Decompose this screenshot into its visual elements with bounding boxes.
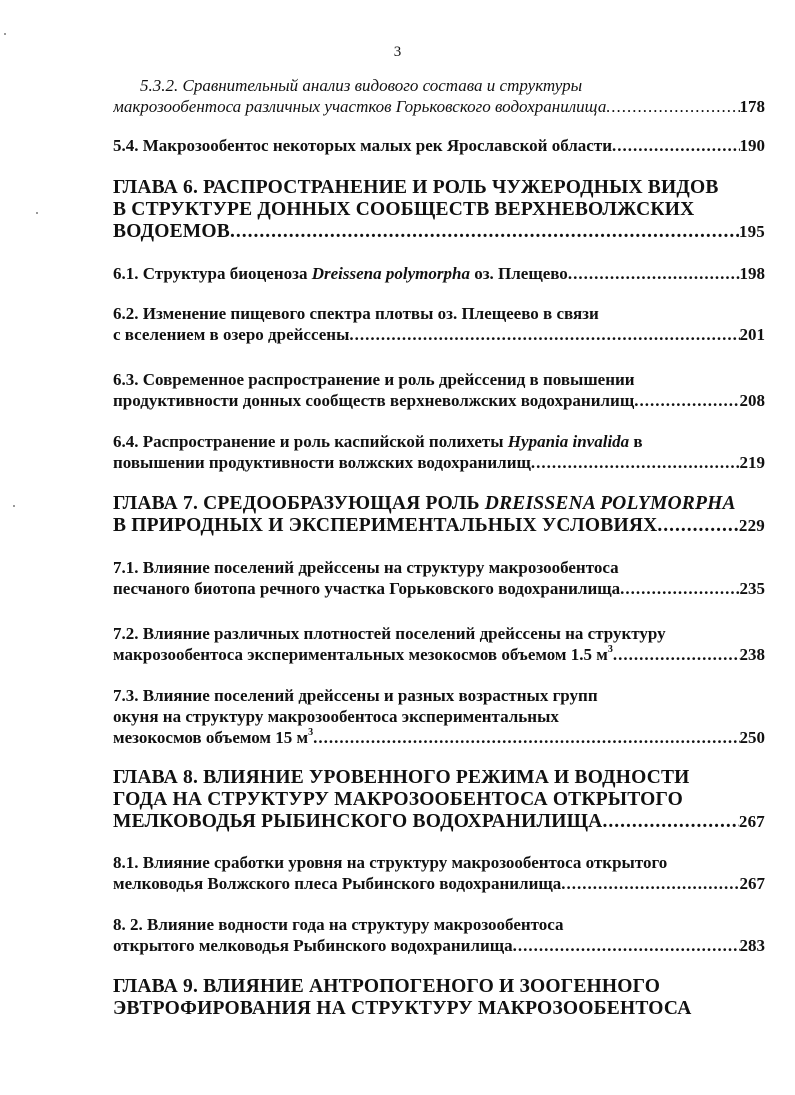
leader-dots: [568, 264, 740, 284]
toc-page-number: 267: [738, 812, 765, 831]
toc-entry-8-1-line2: мелководья Волжского плеса Рыбинского водохранилища: [113, 874, 562, 893]
toc-entry-6-1-post: оз. Плещево: [469, 264, 568, 283]
toc-page-number: 235: [739, 579, 765, 598]
toc-page-number: 201: [739, 325, 765, 344]
toc-entry-8-1[interactable]: [113, 874, 765, 894]
toc-entry-6-1[interactable]: [113, 264, 765, 284]
toc-entry-7-3-line2: окуня на структуру макрозообентоса экспериментальных: [113, 707, 559, 726]
chapter-7-pre: ГЛАВА 7. СРЕДООБРАЗУЮЩАЯ РОЛЬ: [113, 493, 485, 514]
leader-dots: [620, 579, 739, 599]
leader-dots: [230, 221, 739, 243]
toc-page-number: 178: [739, 97, 765, 116]
toc-entry-5-4[interactable]: [113, 136, 765, 156]
toc-entry-5-3-2-line2: макрозообентоса различных участков Горьковского водохранилища: [113, 97, 607, 116]
toc-entry-7-3[interactable]: [113, 728, 765, 748]
toc-entry-7-1-line2: песчаного биотопа речного участка Горьковского водохранилища: [113, 579, 621, 598]
toc-entry-chapter-8[interactable]: [113, 811, 765, 833]
toc-entry-7-2-line2: макрозообентоса экспериментальных мезокосмов объемом 1.5 м: [113, 645, 608, 664]
chapter-6-title-line3: ВОДОЕМОВ: [113, 221, 230, 242]
toc-entry-7-1-line1: 7.1. Влияние поселений дрейссены на структуру макрозообентоса: [113, 558, 619, 577]
toc-entry-6-1-pre: 6.1. Структура биоценоза: [113, 264, 312, 283]
toc-page-number: 283: [739, 936, 765, 955]
toc-page-number: 219: [739, 453, 765, 472]
toc-entry-8-1-line1: 8.1. Влияние сработки уровня на структуру макрозообентоса открытого: [113, 853, 668, 872]
toc-page-number: 250: [739, 728, 765, 747]
toc-entry-6-4-pre: 6.4. Распространение и роль каспийской полихеты: [113, 432, 508, 451]
toc-entry-text: [113, 264, 568, 284]
toc-entry-6-4[interactable]: [113, 453, 765, 473]
chapter-8-title-line1: ГЛАВА 8. ВЛИЯНИЕ УРОВЕННОГО РЕЖИМА И ВОДНОСТИ: [113, 767, 690, 788]
scan-speck: [4, 33, 6, 35]
toc-entry-8-2-line1: 8. 2. Влияние водности года на структуру макрозообентоса: [113, 915, 564, 934]
leader-dots: [513, 936, 740, 956]
toc-entry-text: [113, 645, 613, 665]
toc-entry-6-4-line1: [113, 432, 765, 452]
leader-dots: [613, 645, 740, 665]
toc-entry-7-3-line1: 7.3. Влияние поселений дрейссены и разных возрастных групп: [113, 686, 598, 705]
toc-entry-6-2-line1: 6.2. Изменение пищевого спектра плотвы оз. Плещеево в связи: [113, 304, 599, 323]
toc-page-number: 195: [738, 222, 765, 241]
species-name: Hypania invalida: [507, 432, 630, 451]
chapter-8-title-line2: ГОДА НА СТРУКТУРУ МАКРОЗООБЕНТОСА ОТКРЫТОГО: [113, 789, 683, 810]
chapter-9-title-line1: ГЛАВА 9. ВЛИЯНИЕ АНТРОПОГЕНОГО И ЗООГЕННОГО: [113, 976, 661, 997]
species-name: Dreissena polymorpha: [311, 264, 470, 283]
toc-page-number: 190: [739, 136, 765, 155]
scan-speck: [13, 505, 15, 507]
toc-entry-8-2[interactable]: [113, 936, 765, 956]
toc-entry-6-4-line2: повышении продуктивности волжских водохранилищ: [113, 453, 531, 472]
superscript: 3: [607, 645, 613, 655]
toc-entry-text: 5.4. Макрозообентос некоторых малых рек Ярославской области: [113, 136, 612, 155]
chapter-8-title-line3: МЕЛКОВОДЬЯ РЫБИНСКОГО ВОДОХРАНИЛИЩА: [113, 811, 603, 832]
leader-dots: [531, 453, 740, 473]
leader-dots: [606, 97, 739, 117]
toc-entry-6-3[interactable]: [113, 391, 765, 411]
toc-entry-6-3-line1: 6.3. Современное распространение и роль дрейссенид в повышении: [113, 370, 635, 389]
toc-entry-5-3-2[interactable]: [113, 97, 765, 117]
leader-dots: [612, 136, 740, 156]
chapter-7-title-line2: В ПРИРОДНЫХ И ЭКСПЕРИМЕНТАЛЬНЫХ УСЛОВИЯХ: [113, 515, 658, 536]
toc-entry-6-2-line2: с вселением в озеро дрейссены: [113, 325, 350, 344]
leader-dots: [602, 811, 738, 833]
toc-entry-6-4-post: в: [629, 432, 643, 451]
scan-speck: [36, 212, 38, 214]
chapter-7-title-line1: [113, 493, 765, 515]
leader-dots: [561, 874, 739, 894]
toc-page-number: 267: [739, 874, 765, 893]
toc-entry-text: [113, 728, 313, 748]
superscript: 3: [308, 728, 314, 738]
toc-entry-5-3-2-line1: 5.3.2. Сравнительный анализ видового состава и структуры: [140, 76, 583, 95]
toc-page-number: 229: [738, 516, 765, 535]
toc-entry-7-2-line1: 7.2. Влияние различных плотностей поселений дрейссены на структуру: [113, 624, 666, 643]
chapter-6-title-line2: В СТРУКТУРЕ ДОННЫХ СООБЩЕСТВ ВЕРХНЕВОЛЖСКИХ: [113, 199, 695, 220]
toc-entry-8-2-line2: открытого мелководья Рыбинского водохранилища: [113, 936, 513, 955]
chapter-9-title-line2: ЭВТРОФИРОВАНИЯ НА СТРУКТУРУ МАКРОЗООБЕНТОСА: [113, 998, 692, 1019]
toc-page-number: 238: [739, 645, 765, 664]
toc-entry-7-1[interactable]: [113, 579, 765, 599]
toc-entry-7-2[interactable]: [113, 645, 765, 665]
leader-dots: [657, 515, 738, 537]
species-name: DREISSENA POLYMORPHA: [484, 493, 736, 514]
chapter-6-title-line1: ГЛАВА 6. РАСПРОСТРАНЕНИЕ И РОЛЬ ЧУЖЕРОДНЫХ ВИДОВ: [113, 177, 719, 198]
toc-entry-chapter-6[interactable]: [113, 221, 765, 243]
toc-entry-7-3-line3: мезокосмов объемом 15 м: [113, 728, 309, 747]
leader-dots: [349, 325, 739, 345]
toc-page-number: 198: [739, 264, 765, 283]
toc-entry-6-3-line2: продуктивности донных сообществ верхневолжских водохранилищ: [113, 391, 635, 410]
leader-dots: [634, 391, 739, 411]
leader-dots: [313, 728, 739, 748]
page-number: 3: [393, 44, 402, 60]
toc-page-number: 208: [739, 391, 765, 410]
toc-entry-chapter-7[interactable]: [113, 515, 765, 537]
toc-entry-6-2[interactable]: [113, 325, 765, 345]
